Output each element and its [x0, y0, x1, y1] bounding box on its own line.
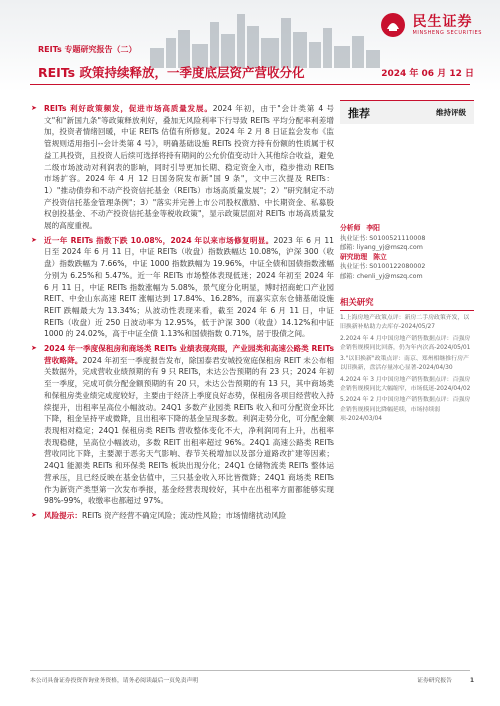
analyst-role: 分析师 — [340, 224, 361, 232]
recommendation-box — [340, 100, 474, 124]
paragraph-q1-performance — [30, 343, 334, 507]
bullet-arrow-icon: ➤ — [31, 235, 37, 244]
paragraph-lead: 风险提示： — [44, 510, 82, 520]
paragraph-text: 2023 年 6 月 11 日至 2024 年 6 月 11 日，中证 REITs（收盘）指数跌幅达 10.08%，沪深 300（收盘）指数跌幅为 7.66%，中证 1000 指数跌幅为 19.96%，中证全债和国债指数涨幅分别为 6.25%和 5.47%。近一年 REITs 市场整体表现低迷；2024 年初至 2024 年 6 月 11 日，中证 REITs 指数涨幅为 5.08%，景气度分化明显，博时招商蛇口产业园 REIT、中金山东高速 REIT 涨幅达到 17.84%、16.28%，而嘉实京东仓储基础设施 REIT 跌幅最大为 13.34%；从波动性表现来看，截至 2024 年 6 月 11 日，中证 REITs（收盘）近 250 日波动率为 12.95%，低于沪深 300（收盘）14.12%和中证 1000 的 24.02%，高于中证全债 1.13%和国债指数 0.71%，居于股债之间。 — [44, 235, 334, 339]
analyst-info — [340, 224, 474, 282]
footer-label: 证券研究报告 — [417, 678, 452, 684]
assistant-cert: 执业证书: S0100122080002 — [340, 263, 426, 271]
page-number: 1 — [469, 678, 474, 684]
bullet-arrow-icon: ➤ — [31, 344, 37, 353]
related-research-title: 相关研究 — [340, 296, 474, 311]
paragraph-text: 2024 年初，由于"会计类第 4 号文"和"新国九条"等政策释放利好，叠加无风险利率下行导致 REITs 平均分配率利差增加，投资者情绪回暖，中证 REITs 估值有所修复。2024 年 2 月 8 日证监会发布《监管规则适用指引--会计类第 4 号》，明确基础设施 REITs 投资方持有份额的性质属于权益工具投资，且投资人后续可选择将持有期间的公允价值变动计入其他综合收益，避免二级市场波动对利润表的影响，同时引导更加长期、稳定资金入市，稳步推动 REITs 市场扩容。2024 年 4 月 12 日国务院发布新"国 9 条"，文中三次提及 REITs：1）"推动债券和不动产投资信托基金（REITs）市场高质量发展"；2）"研究制定不动产投资信托基金管理条例"；3）"落实并完善上市公司股权激励、中长期资金、私募股权创投基金、不动产投资信托基金等税收政策"，显示政策层面对 REITs 市场高质量发展的高度重视。 — [44, 104, 334, 231]
related-research-list — [340, 314, 474, 424]
header-banner — [0, 0, 500, 92]
analyst-name-row — [340, 224, 474, 234]
footer-divider — [30, 670, 470, 671]
related-item[interactable]: 3."以旧换新"政策点评：南京、郑州相继推行房产以旧换新，盘活存量冰心显著-2024/04/30 — [340, 356, 469, 372]
footer-disclaimer: 本公司具备证券投资咨询业务资格，请务必阅读最后一页免责声明 — [30, 678, 199, 684]
paragraph-text: REITs 资产经营不确定风险；流动性风险；市场情绪扰动风险 — [81, 510, 287, 520]
analyst-email[interactable]: 邮箱: liyang_yj@mszq.com — [340, 244, 423, 252]
brand-logo — [380, 12, 482, 38]
paragraph-lead: REITs 利好政策频发，促进市场高质量发展。 — [44, 104, 213, 113]
bullet-arrow-icon: ➤ — [31, 510, 37, 519]
related-item[interactable]: 4.2024 年 3 月中国房地产销售数据点评：百强房企销售规模同比大幅缩窄，市场低迷-2024/04/02 — [340, 376, 471, 393]
report-title: REITs 政策持续释放，一季度底层资产营收分化 — [38, 65, 305, 80]
title-divider — [30, 84, 470, 85]
bullet-arrow-icon: ➤ — [31, 104, 37, 112]
report-series: REITs 专题研究报告（二） — [38, 45, 137, 54]
city-skyline-graphic — [150, 8, 380, 68]
analyst-cert: 执业证书: S0100521110008 — [340, 234, 426, 242]
related-item[interactable]: 1.上海房地产政策点评：新房二手房政策齐发，以旧换新补贴助力去库存-2024/05/27 — [340, 315, 470, 331]
report-date: 2024 年 06 月 12 日 — [381, 69, 474, 79]
logo-chinese-text: 民生证券 — [412, 14, 473, 30]
recommendation-label: 推荐 — [348, 106, 370, 120]
paragraph-lead: 近一年 REITs 指数下跌 10.08%，2024 年以来市场修复明显。 — [44, 235, 274, 245]
related-item[interactable]: 5.2024 年 2 月中国房地产销售数据点评：百强房企销售规模同比降幅延续，市场持续弱项-2024/03/04 — [340, 397, 471, 422]
related-item[interactable]: 2.2024 年 4 月中国房地产销售数据点评：百强房企销售规模同比回落，仍为年内次高-2024/05/01 — [340, 335, 471, 351]
paragraph-lead: 2024 年一季度保租房和商场类 REITs 业绩表现亮眼，产业园类和高速公路类 REITs 营收略降。 — [44, 344, 334, 365]
footer-info — [417, 675, 474, 684]
related-research — [340, 296, 474, 426]
rating-label: 维持评级 — [436, 108, 466, 117]
paragraph-risk — [30, 510, 334, 522]
assistant-email[interactable]: 邮箱: chenli_yj@mszq.com — [340, 272, 423, 280]
logo-english-text: MINSHENG SECURITIES — [412, 30, 482, 36]
minsheng-logo-icon — [380, 12, 406, 38]
assistant-name-row — [340, 253, 474, 263]
paragraph-index — [30, 235, 334, 340]
assistant-role: 研究助理 — [340, 252, 368, 261]
paragraph-policy — [30, 103, 334, 232]
rating-panel — [340, 100, 474, 124]
paragraph-text: 2024 年初至一季度报告发布，除国泰君安城投宽庭保租房 REIT 未公布相关数据外，完成营收业绩预期的有 9 只 REITs，未达公告预期的有 23 只；2024 年初至一季度，完成可供分配金额预期的有 20 只，未达公告预期的有 13 只，其中商场类和保租房类业绩完成度较好，主要由于经济上季度良好态势，保租房各项目经营收入持续提升，出租率呈高位小幅波动。24Q1 多数产业园类 REITs 收入和可分配资金环比下降，租金呈持平或微降，且出租率下降的基金呈现多数。利润走势分化，可分配金额表现相对稳定；24Q1 保租房类 REITs 营收整体变化不大，净利润同有上升，出租率表现稳健，呈高位小幅波动，多数 REIT 出租率超过 96%。24Q1 高速公路类 REITs 营收同比下降，主要源于恶劣天气影响、春节关税增加以及部分道路改扩建等因素；24Q1 能源类 REITs 和环保类 REITs 板块出现分化；24Q1 仓储物流类 REITs 整体运营承压，且已经反映在基金估值中，三只基金收入环比皆微降；24Q1 商场类 REITs 作为新资产类型第一次发布季报，基金经营表现较好，其中在出租率方面都能够实现 98%-99%，收缴率也都超过 97%。 — [44, 355, 334, 506]
main-content — [30, 103, 334, 525]
assistant-name: 陈立 — [373, 252, 387, 261]
analyst-name: 李阳 — [366, 224, 380, 232]
